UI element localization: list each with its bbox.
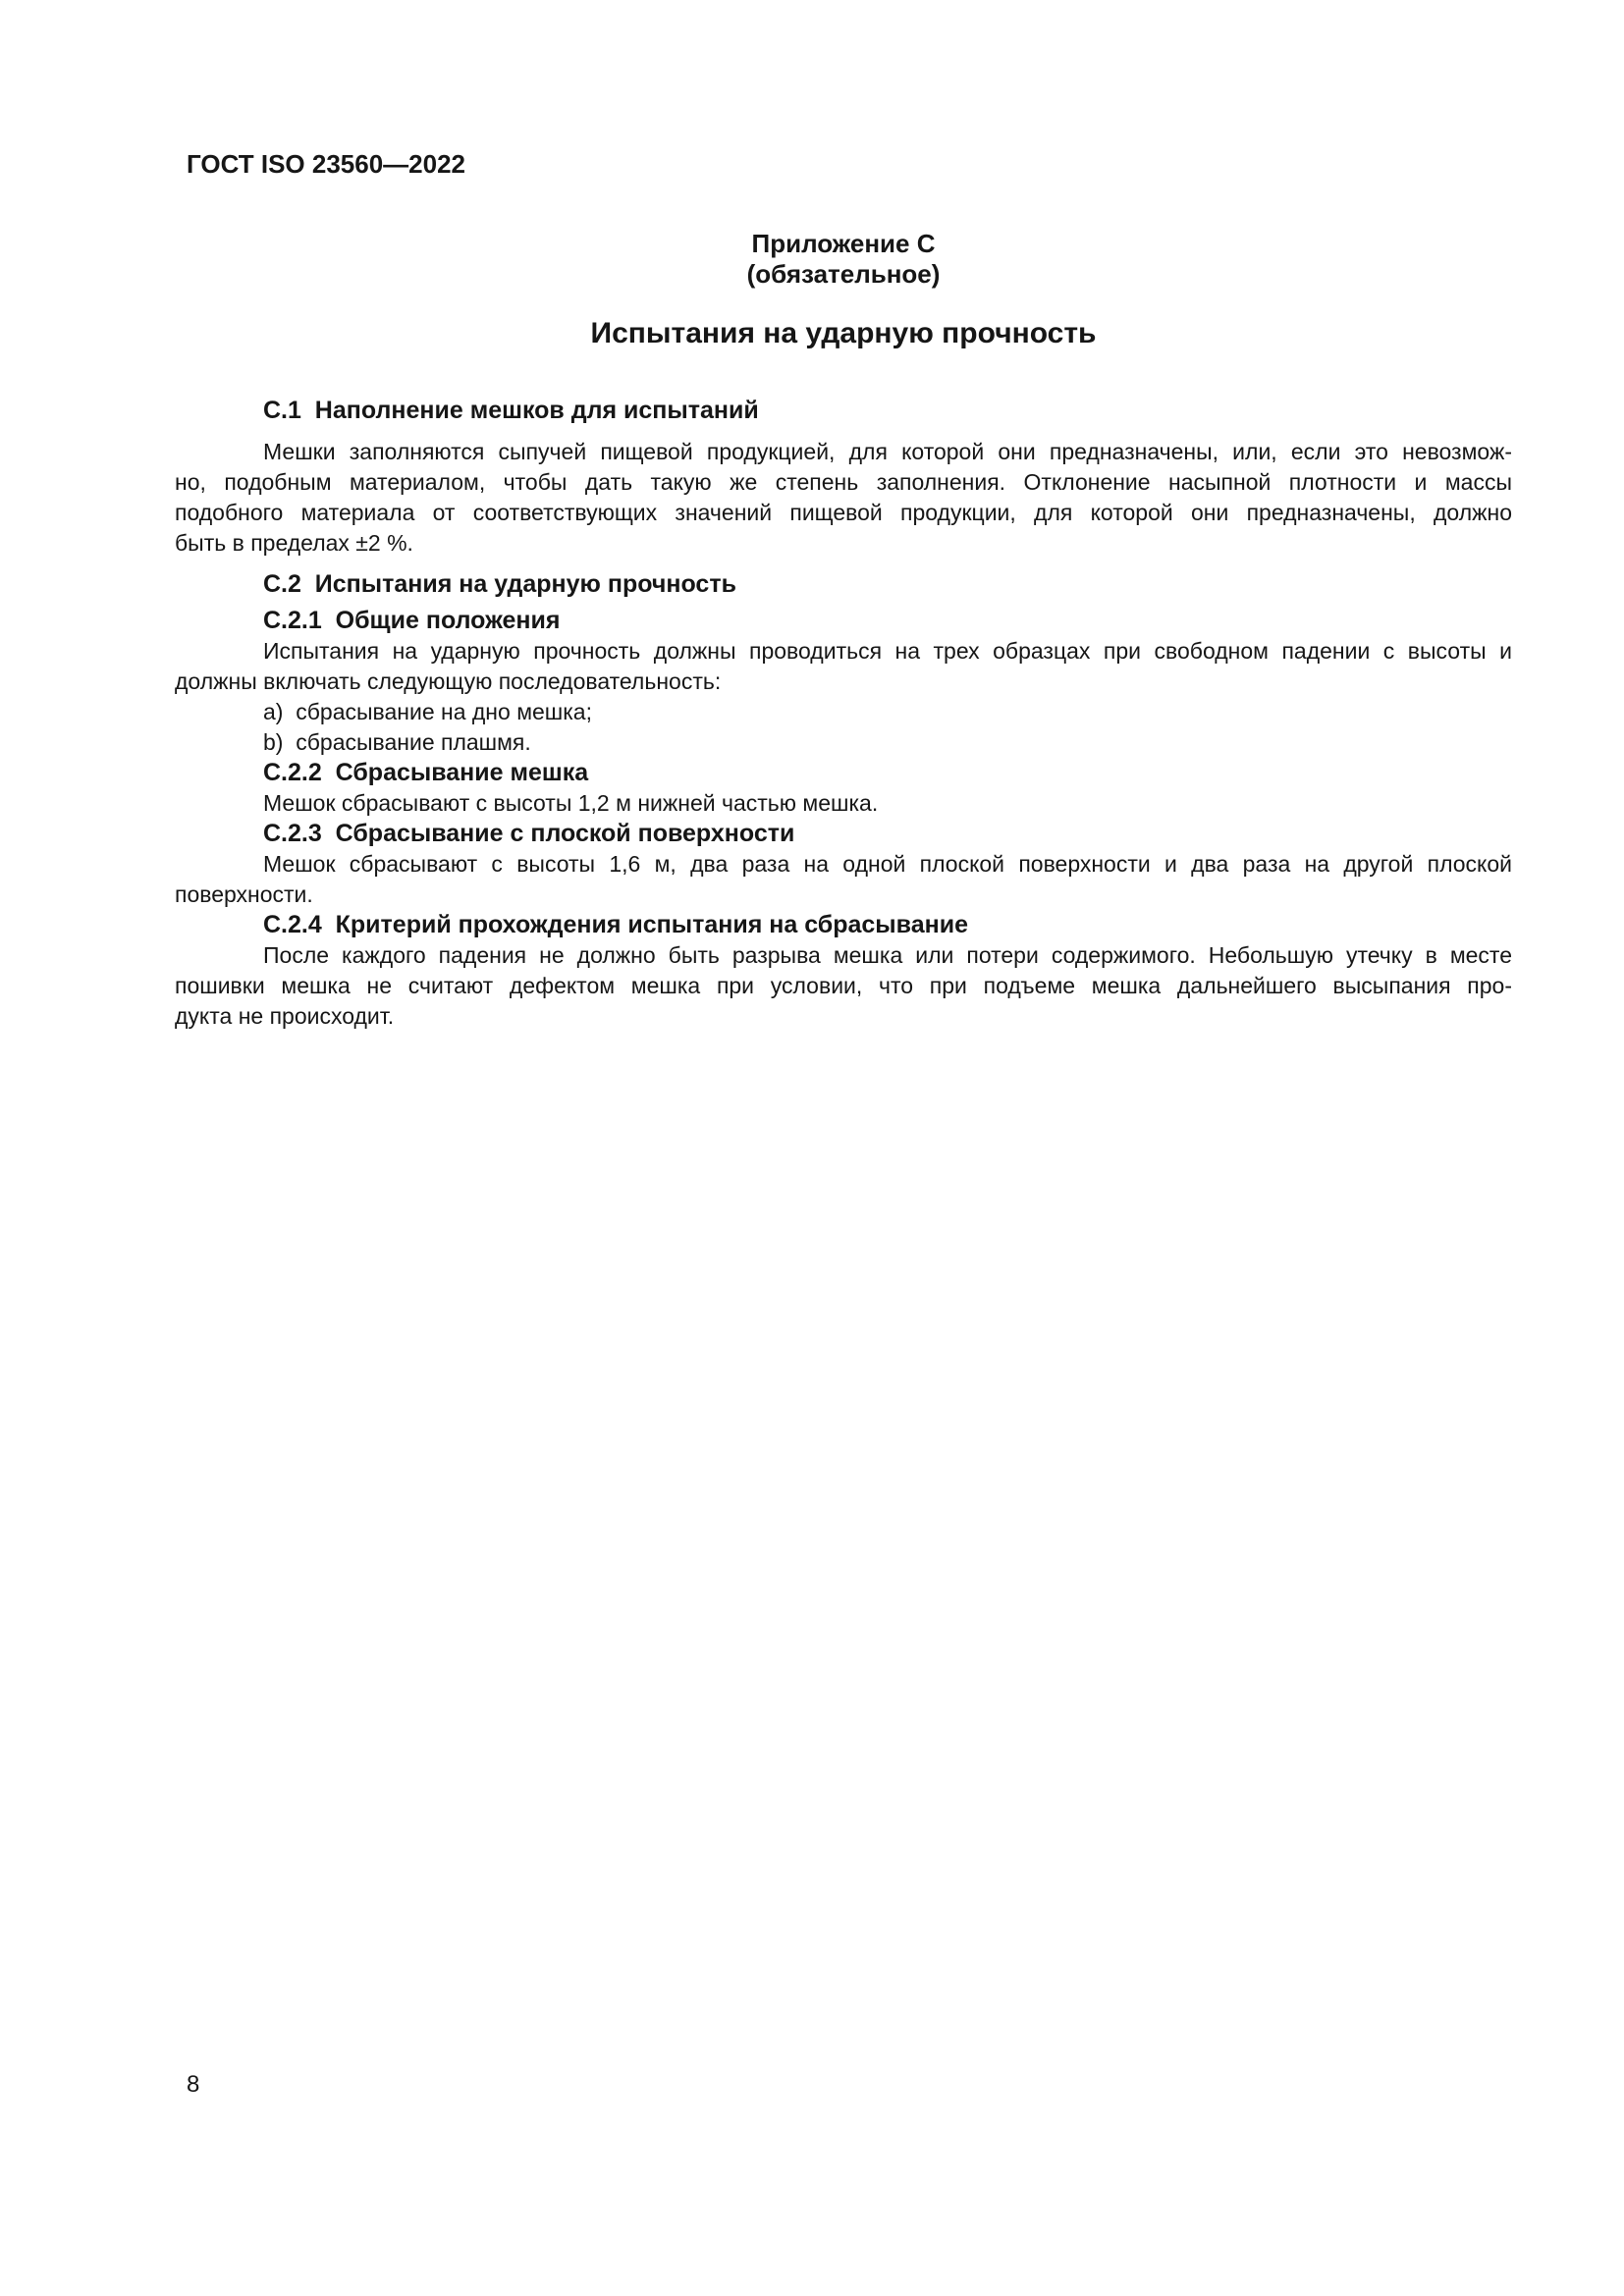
paragraph-line: дукта не происходит. [175, 1003, 395, 1029]
section-heading-c2-1: C.2.1 Общие положения [263, 607, 561, 634]
paragraph-line: должны включать следующую последовательность: [175, 668, 722, 694]
paragraph-line: Испытания на ударную прочность должны проводиться на трех образцах при свободном падении с высоты и [263, 638, 1512, 664]
paragraph-line: Мешок сбрасывают с высоты 1,6 м, два раза на одной плоской поверхности и два раза на другой плоской [263, 851, 1512, 877]
paragraph-line: быть в пределах ±2 %. [175, 530, 413, 556]
list-item-b: b) сбрасывание плашмя. [263, 729, 531, 755]
section-heading-c2-2: C.2.2 Сбрасывание мешка [263, 759, 589, 786]
paragraph-line: но, подобным материалом, чтобы дать такую же степень заполнения. Отклонение насыпной плотности и массы [175, 469, 1512, 495]
page-number: 8 [187, 2071, 200, 2098]
paragraph-line: подобного материала от соответствующих значений пищевой продукции, для которой они предназначены, должно [175, 500, 1512, 525]
paragraph-line: После каждого падения не должно быть разрыва мешка или потери содержимого. Небольшую утечку в месте [263, 942, 1512, 968]
paragraph-line: Мешок сбрасывают с высоты 1,2 м нижней частью мешка. [263, 790, 879, 816]
list-item-a: a) сбрасывание на дно мешка; [263, 699, 592, 724]
running-header-standard-code: ГОСТ ISO 23560—2022 [187, 149, 466, 179]
annex-label: Приложение C [751, 229, 936, 258]
annex-title: Испытания на ударную прочность [590, 317, 1097, 349]
paragraph-line: поверхности. [175, 881, 313, 907]
section-heading-c1: C.1 Наполнение мешков для испытаний [263, 397, 759, 424]
section-heading-c2-3: C.2.3 Сбрасывание с плоской поверхности [263, 820, 795, 847]
section-heading-c2-4: C.2.4 Критерий прохождения испытания на сбрасывание [263, 911, 968, 938]
annex-obligation: (обязательное) [746, 259, 941, 289]
paragraph-line: пошивки мешка не считают дефектом мешка при условии, что при подъеме мешка дальнейшего высыпания про- [175, 973, 1512, 998]
paragraph-line: Мешки заполняются сыпучей пищевой продукцией, для которой они предназначены, или, если это невозмож- [263, 439, 1512, 464]
section-heading-c2: C.2 Испытания на ударную прочность [263, 570, 736, 598]
